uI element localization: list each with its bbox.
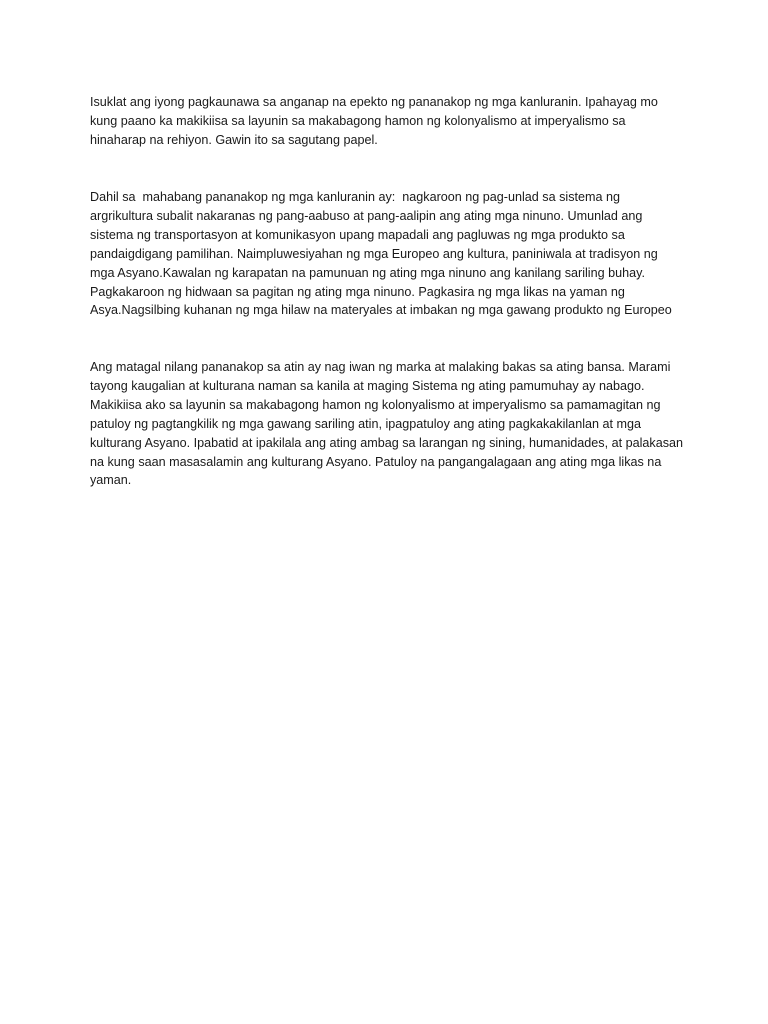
- text-line: pandaigdigang pamilihan. Naimpluwesiyahan ng mga Europeo ang kultura, paniniwala at tradisyon ng: [90, 246, 658, 261]
- text-line: na kung saan masasalamin ang kulturang Asyano. Patuloy na pangangalagaan ang ating mga likas na: [90, 454, 662, 469]
- text-line: Asya.Nagsilbing kuhanan ng mga hilaw na materyales at imbakan ng mga gawang produkto ng Europeo: [90, 303, 672, 318]
- paragraph-effects: [90, 188, 672, 320]
- text-line: sistema ng transportasyon at komunikasyon upang mapadali ang pagluwas ng mga produkto sa: [90, 227, 625, 242]
- text-line: patuloy ng pagtangkilik ng mga gawang sariling atin, ipagpatuloy ang ating pagkakakilanlan at mga: [90, 416, 642, 431]
- text-line: yaman.: [90, 473, 132, 488]
- text-line: Dahil sa mahabang pananakop ng mga kanluranin ay: nagkaroon ng pag-unlad sa sistema ng: [90, 190, 620, 204]
- paragraph-instructions: [90, 93, 658, 150]
- text-line: kulturang Asyano. Ipabatid at ipakilala ang ating ambag sa larangan ng sining, humanidades, at palakasan: [90, 435, 684, 450]
- text-line: hinaharap na rehiyon. Gawin ito sa sagutang papel.: [90, 132, 378, 147]
- text-line: tayong kaugalian at kulturana naman sa kanila at maging Sistema ng ating pamumuhay ay nabago.: [90, 378, 645, 393]
- text-line: Pagkakaroon ng hidwaan sa pagitan ng ating mga ninuno. Pagkasira ng mga likas na yaman ng: [90, 284, 625, 299]
- text-line: mga Asyano.Kawalan ng karapatan na pamunuan ng ating mga ninuno ang kanilang sariling buhay.: [90, 265, 645, 280]
- text-line: argrikultura subalit nakaranas ng pang-aabuso at pang-aalipin ang ating mga ninuno. Umunlad ang: [90, 208, 643, 223]
- text-line: Isuklat ang iyong pagkaunawa sa anganap na epekto ng pananakop ng mga kanluranin. Ipahayag mo: [90, 95, 658, 109]
- text-line: kung paano ka makikiisa sa layunin sa makabagong hamon ng kolonyalismo at imperyalismo sa: [90, 113, 626, 128]
- text-line: Makikiisa ako sa layunin sa makabagong hamon ng kolonyalismo at imperyalismo sa pamamagitan ng: [90, 397, 661, 412]
- text-line: Ang matagal nilang pananakop sa atin ay nag iwan ng marka at malaking bakas sa ating bansa. Marami: [90, 360, 671, 374]
- paragraph-response: [90, 358, 683, 490]
